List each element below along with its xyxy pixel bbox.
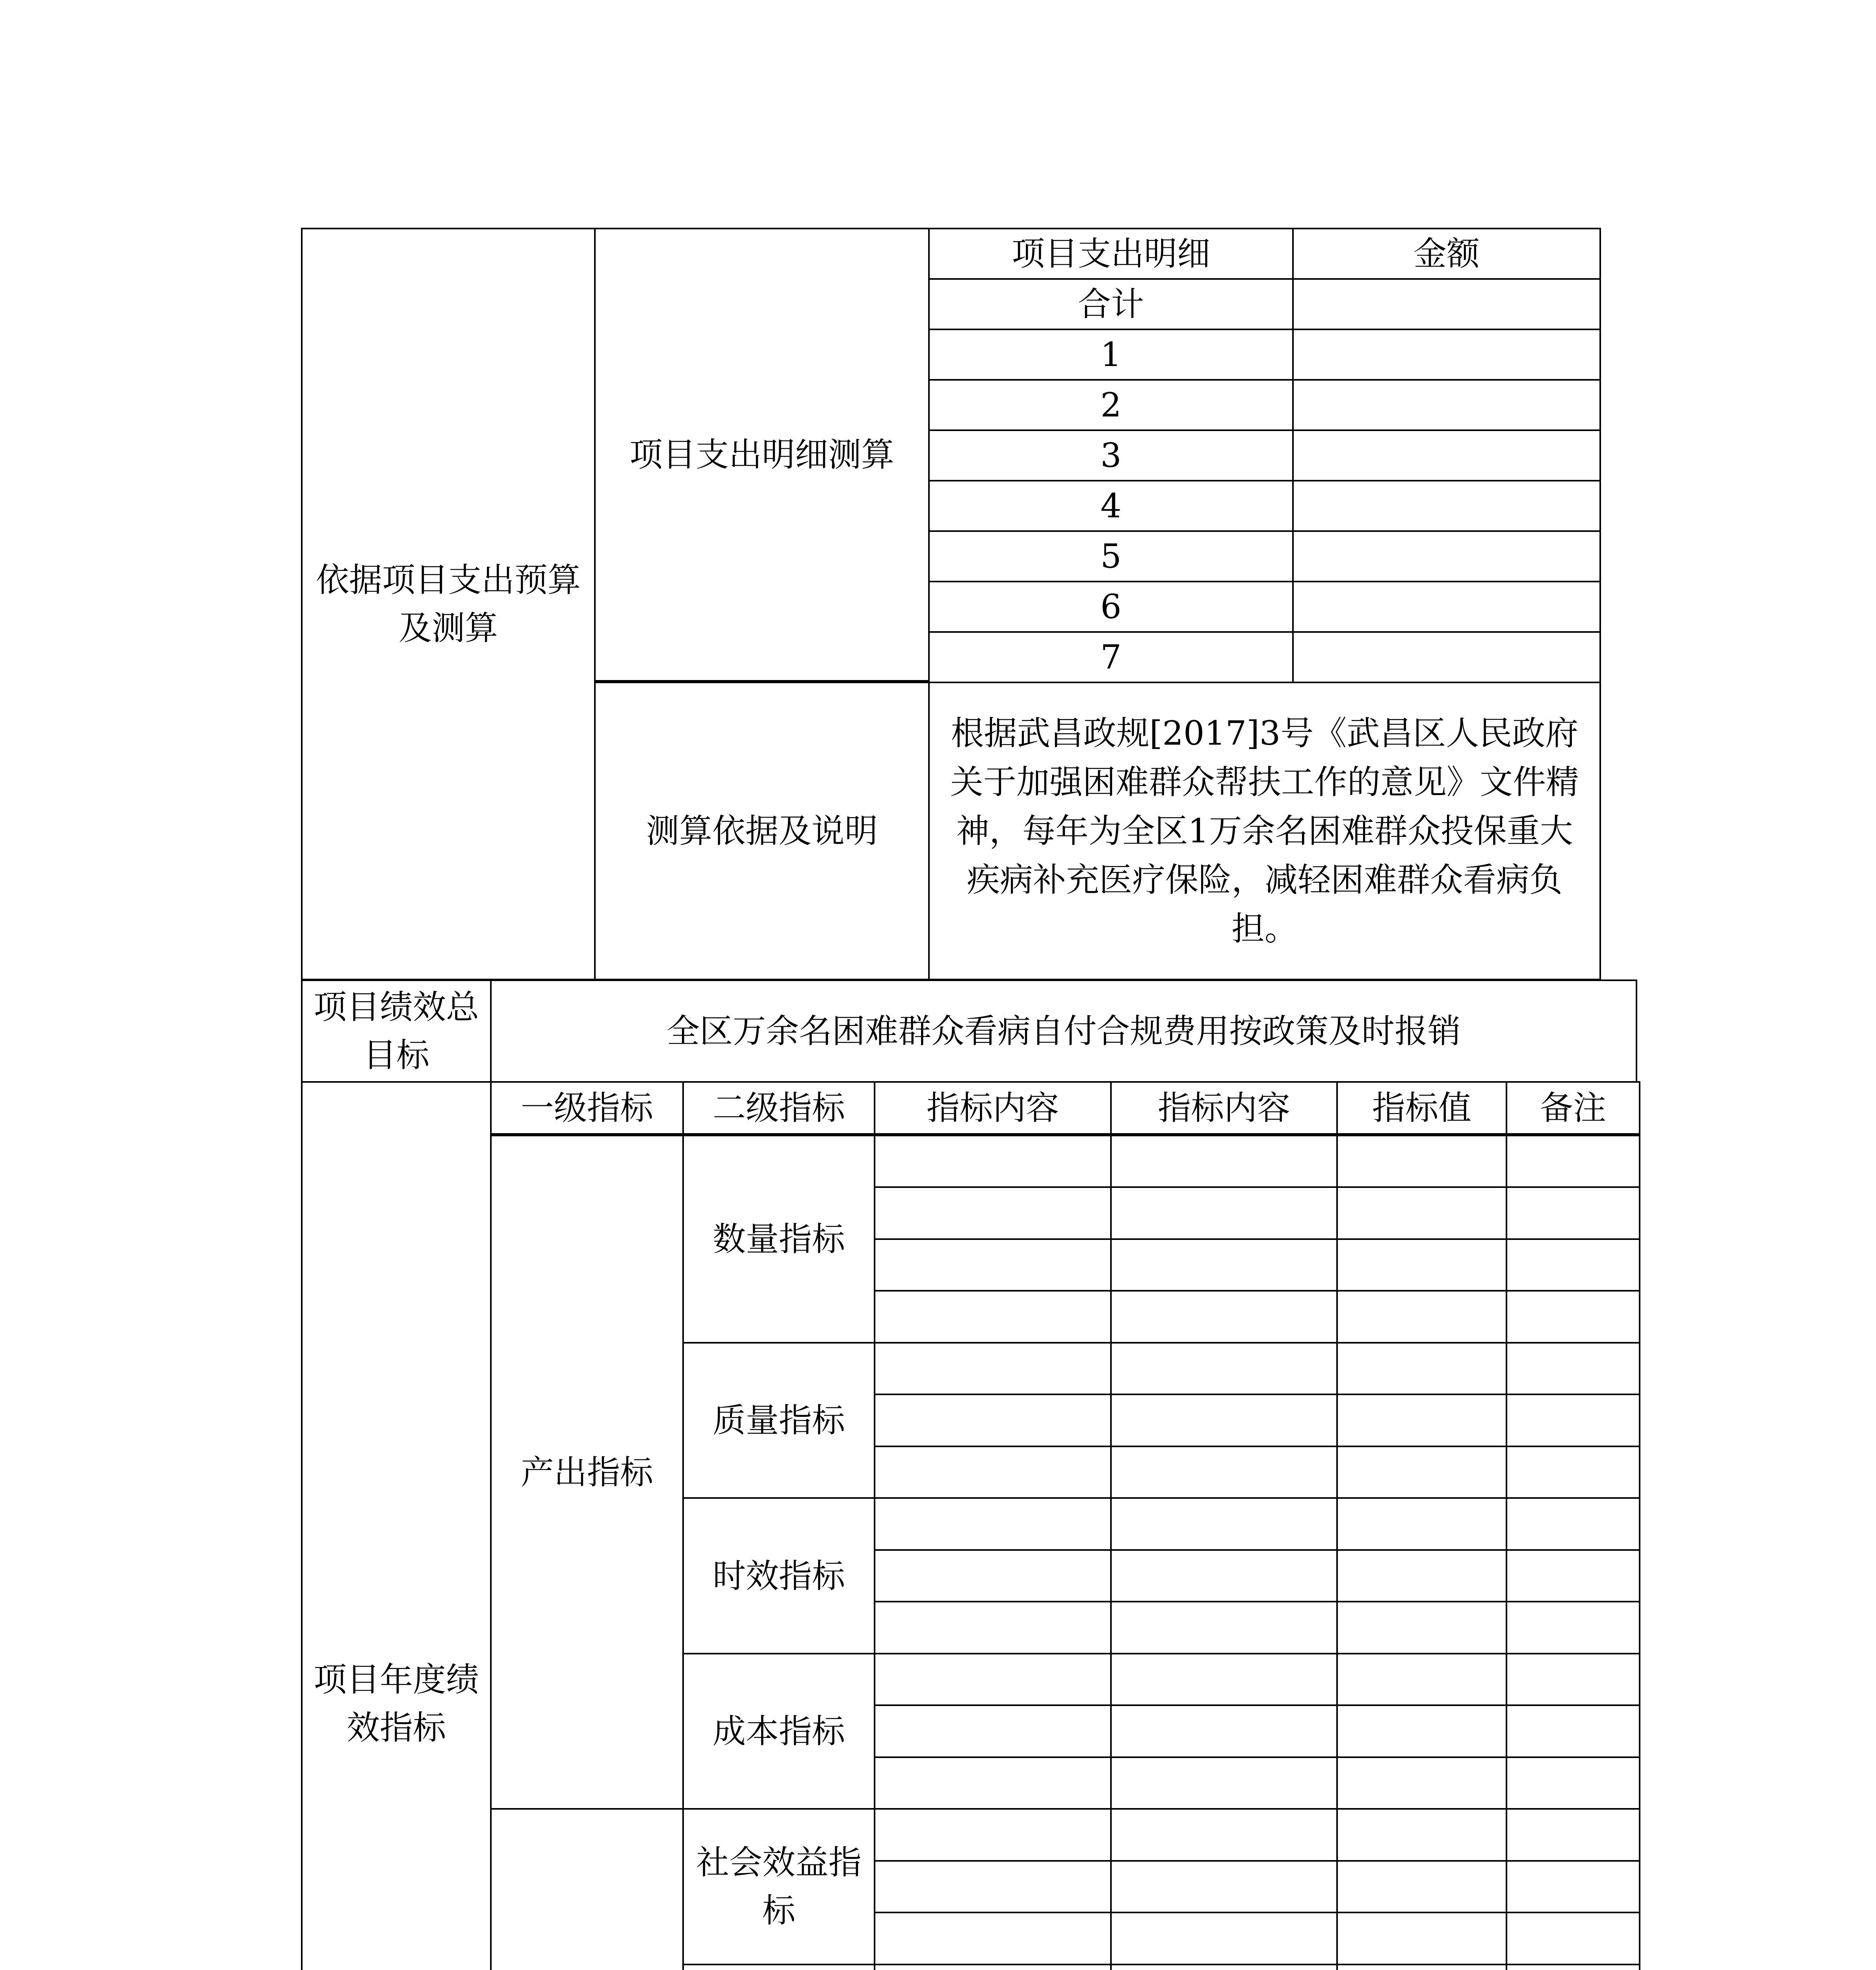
indicator-value-cell [1506, 1446, 1640, 1499]
indicator-value-cell [1110, 1912, 1338, 1965]
indicator-value-cell [874, 1497, 1112, 1550]
indicator-value-cell [1336, 1601, 1507, 1654]
indicator-value-cell [1506, 1653, 1640, 1706]
indicator-header: 二级指标 [682, 1081, 875, 1135]
indicator-value-cell [1506, 1549, 1640, 1602]
level2-cell: 数量指标 [682, 1135, 875, 1344]
indicator-value-cell [1336, 1238, 1507, 1292]
budget-amount-cell [1292, 530, 1601, 582]
detail-label: 项目支出明细测算 [594, 228, 930, 682]
indicator-value-cell [1506, 1912, 1640, 1965]
indicator-value-cell [1336, 1808, 1507, 1861]
indicator-value-cell [874, 1601, 1112, 1654]
level2-cell [682, 1964, 875, 1970]
budget-amount-cell [1292, 581, 1601, 633]
level1-cell: 产出指标 [490, 1135, 684, 1810]
header-amount: 金额 [1292, 228, 1601, 280]
indicator-value-cell [1110, 1808, 1338, 1861]
budget-item-cell: 2 [928, 379, 1294, 431]
indicator-value-cell [1506, 1756, 1640, 1810]
indicator-value-cell [1336, 1756, 1507, 1810]
indicator-value-cell [874, 1756, 1112, 1810]
indicator-value-cell [1110, 1186, 1338, 1240]
indicator-value-cell [874, 1186, 1112, 1240]
indicator-value-cell [1506, 1601, 1640, 1654]
indicator-value-cell [874, 1290, 1112, 1343]
basis-text: 根据武昌政规[2017]3号《武昌区人民政府关于加强困难群众帮扶工作的意见》文件精神，每年为全区1万余名困难群众投保重大疾病补充医疗保险，减轻困难群众看病负担。 [928, 682, 1601, 980]
indicator-value-cell [1110, 1290, 1338, 1343]
indicator-value-cell [874, 1238, 1112, 1292]
indicator-value-cell [1336, 1446, 1507, 1499]
indicator-value-cell [1110, 1704, 1338, 1758]
indicator-value-cell [1336, 1653, 1507, 1706]
indicator-value-cell [1110, 1238, 1338, 1292]
indicator-value-cell [874, 1394, 1112, 1447]
level2-cell: 质量指标 [682, 1342, 875, 1499]
indicator-value-cell [1110, 1601, 1338, 1654]
budget-item-cell: 合计 [928, 278, 1294, 330]
budget-item-cell: 6 [928, 581, 1294, 633]
indicator-header: 备注 [1506, 1081, 1640, 1135]
indicator-value-cell [1506, 1808, 1640, 1861]
indicator-value-cell [874, 1342, 1112, 1395]
indicator-value-cell [1506, 1704, 1640, 1758]
indicator-value-cell [1336, 1497, 1507, 1550]
level2-cell: 时效指标 [682, 1497, 875, 1654]
budget-amount-cell [1292, 379, 1601, 431]
budget-amount-cell [1292, 480, 1601, 532]
indicator-value-cell [1336, 1135, 1507, 1188]
indicator-value-cell [874, 1446, 1112, 1499]
indicator-header: 一级指标 [490, 1081, 684, 1135]
basis-label: 测算依据及说明 [594, 682, 930, 980]
indicator-value-cell [1110, 1497, 1338, 1550]
budget-amount-cell [1292, 329, 1601, 381]
indicator-header: 指标值 [1336, 1081, 1507, 1135]
indicator-value-cell [874, 1704, 1112, 1758]
indicator-value-cell [1110, 1860, 1338, 1913]
budget-item-cell: 4 [928, 480, 1294, 532]
budget-item-cell: 3 [928, 429, 1294, 481]
indicator-value-cell [1506, 1290, 1640, 1343]
budget-item-cell: 5 [928, 530, 1294, 582]
indicator-value-cell [1336, 1860, 1507, 1913]
indicator-value-cell [1110, 1342, 1338, 1395]
indicator-value-cell [1110, 1446, 1338, 1499]
level2-cell: 成本指标 [682, 1653, 875, 1810]
indicator-value-cell [874, 1860, 1112, 1913]
indicator-header: 指标内容 [1110, 1081, 1338, 1135]
indicator-value-cell [1506, 1394, 1640, 1447]
goal-text: 全区万余名困难群众看病自付合规费用按政策及时报销 [490, 979, 1637, 1083]
indicator-value-cell [1506, 1238, 1640, 1292]
indicator-value-cell [1110, 1964, 1338, 1970]
indicator-value-cell [1110, 1756, 1338, 1810]
indicator-value-cell [1336, 1549, 1507, 1602]
indicator-value-cell [874, 1549, 1112, 1602]
budget-section-label: 依据项目支出预算及测算 [301, 228, 596, 980]
indicator-value-cell [1506, 1135, 1640, 1188]
budget-amount-cell [1292, 429, 1601, 481]
indicator-value-cell [1506, 1342, 1640, 1395]
indicator-value-cell [1110, 1135, 1338, 1188]
indicator-value-cell [1506, 1964, 1640, 1970]
indicator-value-cell [1506, 1860, 1640, 1913]
budget-amount-cell [1292, 278, 1601, 330]
indicator-value-cell [1336, 1342, 1507, 1395]
indicator-value-cell [1110, 1549, 1338, 1602]
level1-cell [490, 1808, 684, 1970]
indicator-value-cell [1110, 1653, 1338, 1706]
indicator-value-cell [1506, 1186, 1640, 1240]
indicator-value-cell [874, 1135, 1112, 1188]
indicator-value-cell [874, 1964, 1112, 1970]
header-item: 项目支出明细 [928, 228, 1294, 280]
indicator-value-cell [874, 1808, 1112, 1861]
budget-amount-cell [1292, 631, 1601, 683]
level2-cell: 社会效益指标 [682, 1808, 875, 1965]
indicator-value-cell [1336, 1290, 1507, 1343]
indicator-value-cell [874, 1653, 1112, 1706]
budget-item-cell: 1 [928, 329, 1294, 381]
indicator-value-cell [874, 1912, 1112, 1965]
indicator-value-cell [1336, 1964, 1507, 1970]
indicators-section-label: 项目年度绩效指标 [301, 1081, 492, 1970]
goal-label: 项目绩效总目标 [301, 979, 492, 1083]
indicator-header: 指标内容 [874, 1081, 1112, 1135]
indicator-value-cell [1336, 1394, 1507, 1447]
indicator-value-cell [1506, 1497, 1640, 1550]
indicator-value-cell [1336, 1186, 1507, 1240]
budget-item-cell: 7 [928, 631, 1294, 683]
indicator-value-cell [1336, 1912, 1507, 1965]
indicator-value-cell [1110, 1394, 1338, 1447]
indicator-value-cell [1336, 1704, 1507, 1758]
